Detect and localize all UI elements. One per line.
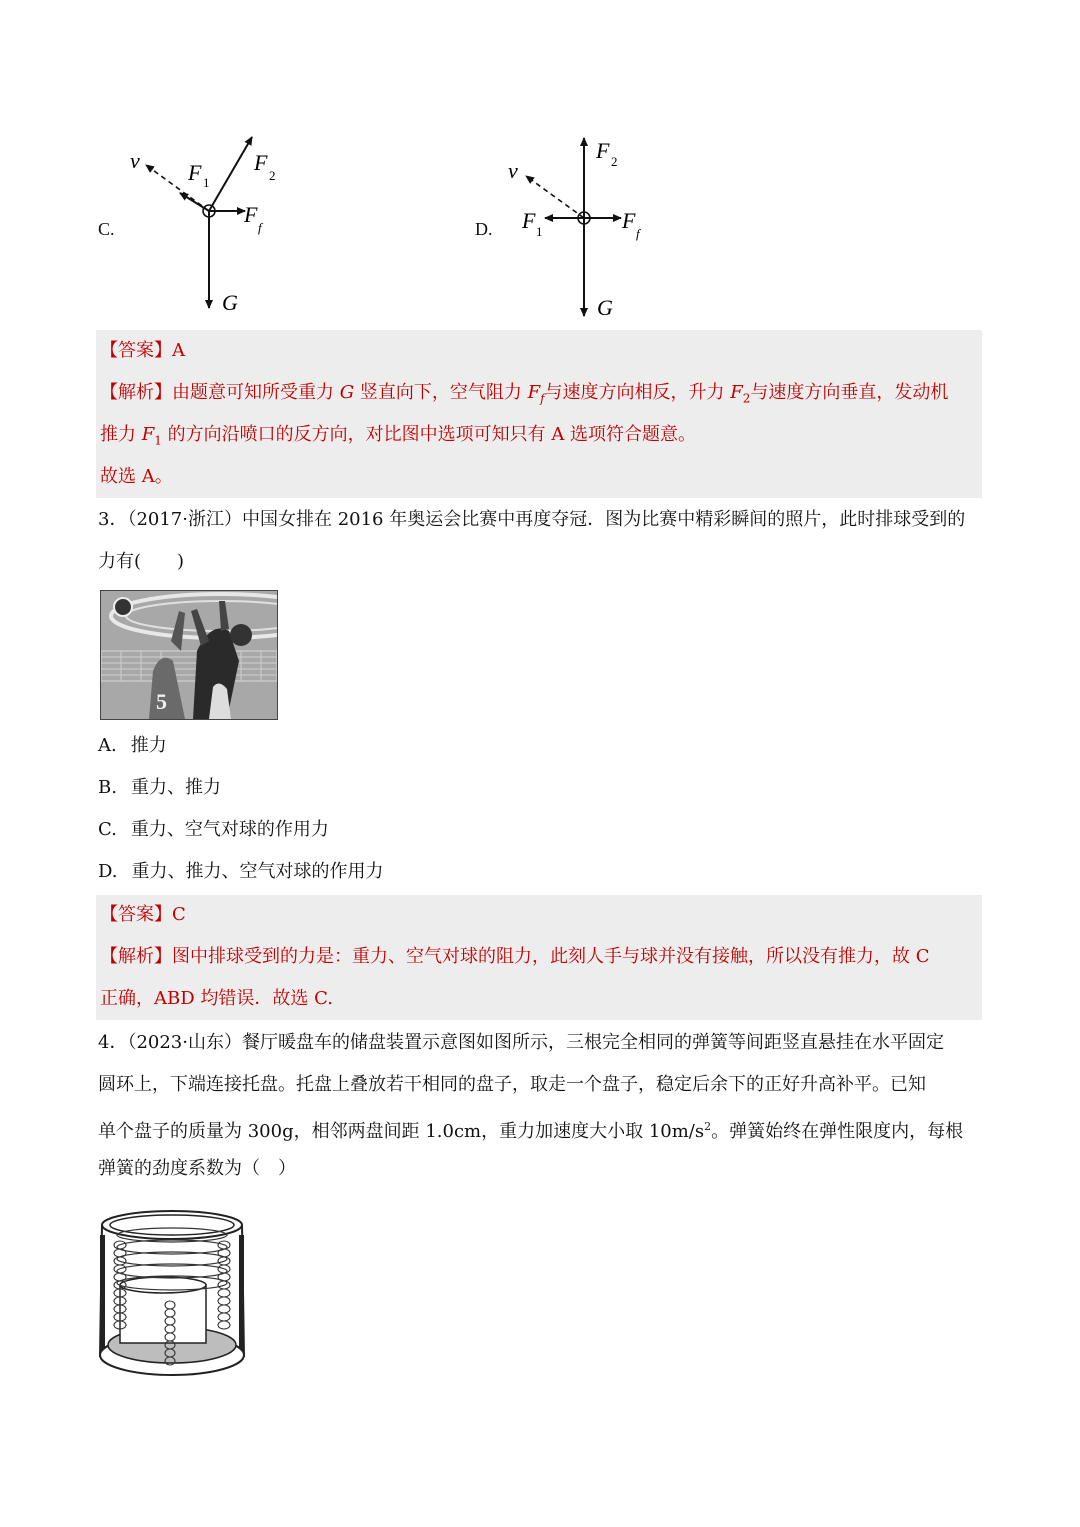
analysis-tag: 【解析】: [100, 946, 172, 967]
analysis-line2-q2: [100, 424, 696, 452]
symbol-f1-sub: 1: [154, 433, 162, 448]
q3-stem-line1: 3．（2017·浙江）中国女排在 2016 年奥运会比赛中再度夺冠．图为比赛中精彩瞬间的照片，此时排球受到的: [98, 509, 966, 530]
f1-arrow: [180, 193, 209, 211]
v-label: v: [130, 148, 140, 173]
answer-value: C: [172, 904, 186, 925]
answer-value: A: [172, 340, 185, 361]
f2-sub: 2: [269, 168, 276, 183]
f2-label: F: [254, 150, 268, 175]
symbol-ff-sub: f: [540, 391, 545, 406]
answer-tag: 【答案】: [100, 340, 172, 361]
f1-sub: 1: [536, 224, 543, 239]
answer-tag: 【答案】: [100, 904, 172, 925]
option-label: A.: [98, 735, 117, 756]
option-text: 重力、空气对球的作用力: [130, 819, 329, 840]
q4-stem-line1: 4．（2023·山东）餐厅暖盘车的储盘装置示意图如图所示，三根完全相同的弹簧等间距竖直悬挂在水平固定: [98, 1032, 944, 1053]
option-text: 重力、推力: [130, 777, 221, 798]
force-diagram-d: [500, 130, 680, 325]
option-text: 重力、推力、空气对球的作用力: [131, 861, 384, 882]
f2-arrow: [209, 137, 252, 211]
option-label: D.: [98, 861, 118, 882]
volleyball-photo: [100, 590, 278, 720]
symbol-ff: F: [527, 382, 541, 403]
f2-sub: 2: [611, 154, 618, 169]
analysis-line2-q3: 正确，ABD 均错误．故选 C.: [100, 988, 333, 1009]
answer-line-q2: [100, 340, 185, 362]
q3-option-d: [98, 861, 384, 883]
answer-line-q3: [100, 904, 186, 926]
ff-label: F: [622, 208, 636, 233]
analysis-text: 图中排球受到的力是：重力、空气对球的阻力，此刻人手与球并没有接触，所以没有推力，故 C: [172, 946, 930, 967]
q3-option-a: [98, 735, 167, 757]
analysis-text: 竖直向下，空气阻力: [354, 382, 528, 403]
v-label: v: [508, 158, 518, 183]
ff-label: F: [244, 202, 258, 227]
force-diagram-c: [120, 130, 300, 320]
g-label: G: [597, 295, 613, 320]
q3-stem-line2: 力有( ): [98, 551, 185, 572]
q4-stem-line2: 圆环上，下端连接托盘。托盘上叠放若干相同的盘子，取走一个盘子，稳定后余下的正好升高补平。已知: [98, 1074, 926, 1095]
superscript: 2: [704, 1120, 712, 1133]
ff-sub: f: [636, 226, 640, 241]
f1-label: F: [522, 208, 536, 233]
ball-icon: [114, 598, 132, 616]
option-text: 推力: [130, 735, 167, 756]
analysis-text: 与速度方向相反，升力: [544, 382, 731, 403]
analysis-text: 由题意可知所受重力: [172, 382, 340, 403]
analysis-line1-q2: [100, 382, 948, 410]
g-label: G: [222, 290, 238, 315]
ff-sub: f: [258, 220, 262, 235]
analysis-text: 与速度方向垂直，发动机: [750, 382, 949, 403]
q4-stem-line3: [98, 1116, 963, 1143]
answer-box-q2: [96, 330, 982, 498]
q3-option-b: [98, 777, 221, 799]
analysis-text: 推力: [100, 424, 142, 445]
option-d-label: D.: [475, 219, 493, 239]
symbol-g: G: [339, 382, 355, 403]
f1-label: F: [188, 160, 202, 185]
jersey-number: 5: [156, 689, 167, 714]
symbol-f1: F: [141, 424, 155, 445]
stem-text: 单个盘子的质量为 300g，相邻两盘间距 1.0cm，重力加速度大小取 10m/s: [98, 1121, 705, 1142]
analysis-tag: 【解析】: [100, 382, 172, 403]
symbol-f2-sub: 2: [742, 391, 751, 406]
analysis-line1-q3: [100, 946, 930, 968]
f1-sub: 1: [203, 175, 210, 190]
analysis-text: 的方向沿喷口的反方向，对比图中选项可知只有 A 选项符合题意。: [161, 424, 697, 445]
plate-warmer-diagram: [98, 1205, 248, 1385]
f2-label: F: [596, 138, 610, 163]
symbol-f2: F: [730, 382, 743, 403]
option-label: C.: [98, 819, 117, 840]
q4-stem-line4: 弹簧的劲度系数为（ ）: [98, 1158, 296, 1179]
option-c-label: C.: [98, 219, 115, 239]
stem-text: 。弹簧始终在弹性限度内，每根: [711, 1121, 964, 1142]
option-label: B.: [98, 777, 117, 798]
volleyball-photo-art: [101, 591, 277, 719]
q3-option-c: [98, 819, 329, 841]
conclusion-q2: 故选 A。: [100, 466, 173, 487]
